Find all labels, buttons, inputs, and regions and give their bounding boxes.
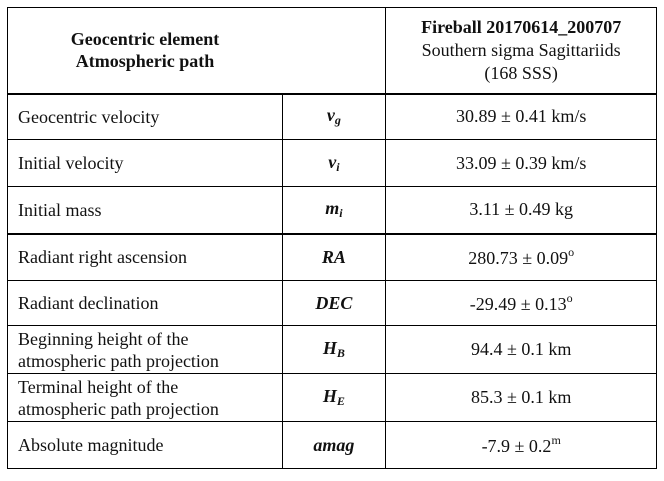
row-symbol: $H_E$ — [282, 374, 386, 422]
table-row — [8, 234, 657, 281]
fireball-header — [386, 8, 657, 94]
row-value: $280.73 \pm 0.09^o$ — [386, 234, 657, 281]
table-row — [8, 187, 657, 234]
row-name: Geocentric velocity — [8, 94, 283, 140]
row-name: Initial velocity — [8, 140, 283, 187]
magnitude-superscript: m — [551, 433, 561, 447]
element-header-line1: Geocentric element — [70, 29, 220, 50]
degree-symbol: o — [568, 245, 575, 260]
symbol-header — [282, 8, 386, 94]
row-symbol: $m_i$ — [282, 187, 386, 234]
row-name: Initial mass — [8, 187, 283, 234]
row-name: Terminal height of the atmospheric path projection — [8, 374, 283, 422]
table-row — [8, 140, 657, 187]
row-symbol: DEC — [282, 281, 386, 326]
row-name: Radiant right ascension — [8, 234, 283, 281]
table-row — [8, 281, 657, 326]
table-row — [8, 374, 657, 422]
table-row — [8, 326, 657, 374]
row-value: 30.89 ± 0.41 km/s — [386, 94, 657, 140]
row-symbol: $v_g$ — [282, 94, 386, 140]
row-name: Beginning height of the atmospheric path projection — [8, 326, 283, 374]
shower-name: Southern sigma Sagittariids — [421, 39, 621, 60]
row-name: Absolute magnitude — [8, 422, 283, 469]
element-header — [8, 8, 283, 94]
row-value: 33.09 ± 0.39 km/s — [386, 140, 657, 187]
table-row — [8, 94, 657, 140]
row-value: $-29.49 \pm 0.13^o$ — [386, 281, 657, 326]
shower-code: (168 SSS) — [484, 62, 558, 83]
table-header-row — [8, 8, 657, 94]
row-symbol: RA — [282, 234, 386, 281]
fireball-parameters-table — [7, 7, 657, 469]
row-value: $-7.9 \pm 0.2^m$ — [386, 422, 657, 469]
row-name: Radiant declination — [8, 281, 283, 326]
fireball-title: Fireball 20170614_200707 — [421, 16, 622, 37]
row-value: 94.4 ± 0.1 km — [386, 326, 657, 374]
row-value: 3.11 ± 0.49 kg — [386, 187, 657, 234]
row-symbol: $v_i$ — [282, 140, 386, 187]
row-value: 85.3 ± 0.1 km — [386, 374, 657, 422]
row-symbol: $H_B$ — [282, 326, 386, 374]
degree-symbol: o — [566, 291, 573, 305]
row-symbol: amag — [282, 422, 386, 469]
table-row — [8, 422, 657, 469]
element-header-line2: Atmospheric path — [75, 51, 215, 72]
